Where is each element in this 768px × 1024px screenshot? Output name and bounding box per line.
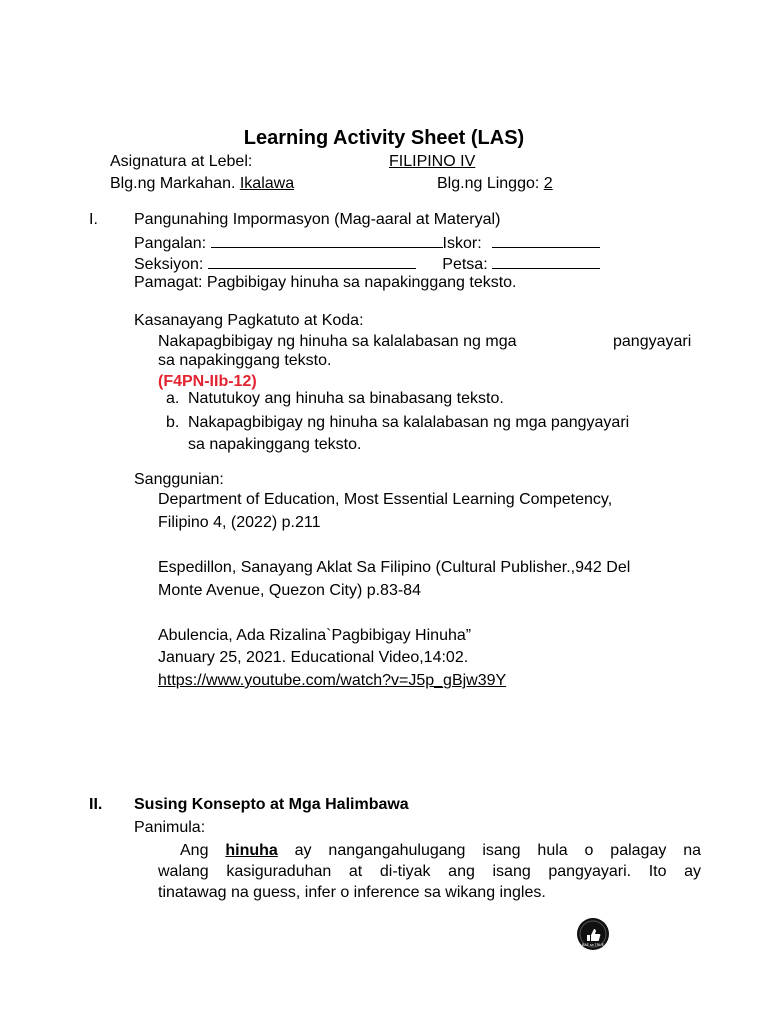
section1-numeral: I. [89,211,98,228]
competency-line2: sa napakinggang teksto. [158,352,332,369]
intro-line2: walang kasiguraduhan at di-tiyak ang isang pangyayari. Ito ay [158,863,701,880]
page-title: Learning Activity Sheet (LAS) [243,127,525,149]
competency-code: (F4PN-IIb-12) [158,373,257,390]
intro-lead: Ang [180,842,209,859]
thumbs-up-seal-icon [577,918,609,950]
objective-b-letter: b. [166,414,180,431]
reference-1-line2: Filipino 4, (2022) p.211 [158,514,321,531]
reference-3-line2: January 25, 2021. Educational Video,14:02. [158,649,469,666]
topic-text: Pamagat: Pagbibigay hinuha sa napakinggang teksto. [134,274,517,291]
competency-heading: Kasanayang Pagkatuto at Koda: [134,312,364,329]
section2-numeral: II. [89,796,103,813]
subject-value: FILIPINO IV [389,153,476,170]
intro-line3: tinatawag na guess, infer o inference sa wikang ingles. [158,884,546,901]
objective-b-text-cont: sa napakinggang teksto. [188,436,362,453]
seal-text: BAE sa TRUE [581,943,605,947]
week-value: 2 [543,175,553,192]
section-label: Seksiyon: [134,256,204,273]
date-label: Petsa: [442,256,488,273]
reference-3-line1: Abulencia, Ada Rizalina`Pagbibigay Hinuha” [158,627,472,644]
competency-line1a: Nakapagbibigay ng hinuha sa kalalabasan ng mga [158,333,517,350]
reference-1-line1: Department of Education, Most Essential Learning Competency, [158,491,613,508]
reference-3-link[interactable]: https://www.youtube.com/watch?v=J5p_gBjw39Y [158,672,507,689]
references-heading: Sanggunian: [134,471,224,488]
name-blank[interactable] [211,233,443,248]
quarter-label: Blg.ng Markahan. [110,175,236,192]
reference-2-line1: Espedillon, Sanayang Aklat Sa Filipino (Cultural Publisher.,942 Del [158,559,631,576]
intro-paragraph [158,840,701,903]
section2-heading: Susing Konsepto at Mga Halimbawa [134,796,409,813]
name-label: Pangalan: [134,235,207,252]
quarter-row [110,176,294,192]
score-blank[interactable] [492,233,600,248]
name-row [134,233,600,252]
competency-line1b: pangyayari [613,333,692,350]
section-row [134,254,600,273]
score-label: Iskor: [442,235,482,252]
week-label: Blg.ng Linggo: [437,175,540,192]
objective-b-text: Nakapagbibigay ng hinuha sa kalalabasan ng mga pangyayari [188,414,630,431]
week-row [437,176,553,192]
reference-2-line2: Monte Avenue, Quezon City) p.83-84 [158,582,421,599]
intro-label: Panimula: [134,819,206,836]
objective-a-letter: a. [166,390,180,407]
objective-a-text: Natutukoy ang hinuha sa binabasang teksto. [188,390,504,407]
intro-line1 [158,840,701,861]
section-blank[interactable] [208,254,416,269]
section1-heading: Pangunahing Impormasyon (Mag-aaral at Materyal) [134,211,501,228]
subject-label: Asignatura at Lebel: [110,153,253,170]
intro-line1-rest: ay nangangahulugang isang hula o palagay na [294,842,702,859]
intro-keyword: hinuha [225,842,278,859]
date-blank[interactable] [492,254,600,269]
quarter-value: Ikalawa [239,175,295,192]
